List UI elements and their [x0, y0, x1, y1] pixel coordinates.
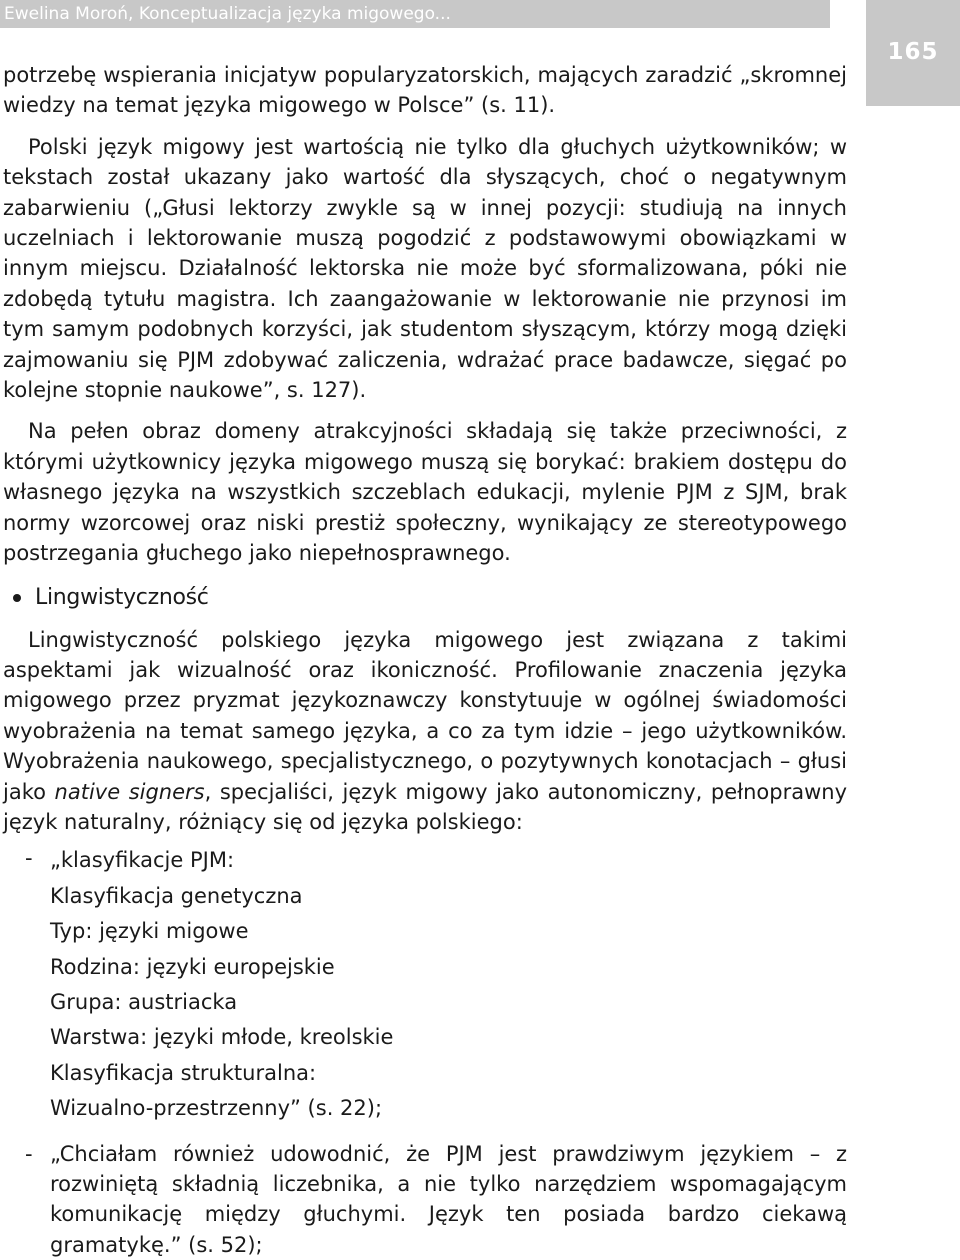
list-item-body	[50, 1139, 847, 1260]
paragraph-continuation: potrzebę wspierania inicjatyw popularyzatorskich, mających zaradzić „skromnej wiedzy na temat języka migowego w Polsce” (s. 11).	[3, 63, 847, 118]
page-body	[3, 60, 847, 1260]
list-dash: -	[25, 1141, 33, 1166]
list-line: „klasyfikacje PJM:	[50, 848, 235, 873]
section-heading-text: Lingwistyczność	[35, 584, 209, 610]
paragraph-linguistics	[3, 625, 847, 838]
list-item	[3, 1139, 847, 1260]
running-head	[0, 0, 830, 28]
paragraph-linguistics-italic: native signers	[54, 779, 205, 804]
page-number: 165	[887, 39, 939, 65]
list-line: Warstwa: języki młode, kreolskie	[50, 1025, 394, 1050]
list-line: Rodzina: języki europejskie	[50, 954, 335, 979]
list-line: Typ: języki migowe	[50, 919, 249, 944]
list-dash: -	[25, 846, 33, 871]
paragraph-linguistics-text-b: , specjaliści, język migowy jako autonomiczny, pełnoprawny język naturalny, różniący się od języka polskiego:	[3, 779, 847, 834]
section-heading	[3, 583, 847, 613]
list-item-body	[50, 843, 847, 1126]
list-quote: „Chciałam również udowodnić, że PJM jest prawdziwym językiem – z rozwiniętą składnią liczebnika, a nie tylko narzędziem wspomagającym komunikację między głuchymi. Język ten posiada bardzo ciekawą gramatykę.” (s. 52);	[50, 1141, 847, 1257]
running-title: Ewelina Moroń, Konceptualizacja języka migowego...	[4, 4, 451, 24]
list-line: Klasyfikacja genetyczna	[50, 883, 303, 908]
paragraph-obstacles: Na pełen obraz domeny atrakcyjności składają się także przeciwności, z którymi użytkownicy języka migowego muszą się borykać: brakiem dostępu do własnego języka na wszystkich szczeblach edukacji, mylenie PJM z SJM, brak normy wzorcowej oraz niski prestiż społeczny, wynikający ze stereotypowego postrzegania głuchego jako niepełnosprawnego.	[3, 419, 847, 566]
page-number-tab	[866, 0, 960, 106]
list-line: Wizualno-przestrzenny” (s. 22);	[50, 1096, 383, 1121]
list-line: Grupa: austriacka	[50, 989, 238, 1014]
list-item	[3, 843, 847, 1126]
paragraph-linguistics-text-a: Lingwistyczność polskiego języka migowego jest związana z takimi aspektami jak wizualność oraz ikoniczność. Profilowanie znaczenia języka migowego przez pryzmat językoznawczy konstytuuje w ogólnej świadomości wyobrażenia na temat samego języka, a co za tym idzie – jego użytkowników. Wyobrażenia naukowego, specjalistycznego, o pozytywnych konotacjach – głusi jako	[3, 627, 847, 804]
quote-list	[3, 843, 847, 1260]
list-line: Klasyfikacja strukturalna:	[50, 1060, 317, 1085]
bullet-icon	[13, 594, 21, 602]
paragraph-value-for-hearing: Polski język migowy jest wartością nie tylko dla głuchych użytkowników; w tekstach został ukazany jako wartość dla słyszących, choć o negatywnym zabarwieniu („Głusi lektorzy zwykle są w innej pozycji: studiują na innych uczelniach i lektorowanie muszą pogodzić z podstawowymi obowiązkami w innym miejscu. Działalność lektorska nie może być sformalizowana, póki nie zdobędą tytułu magistra. Ich zaangażowanie w lektorowanie nie przynosi im tym samym podobnych korzyści, jak studentom słyszącym, którzy mogą dzięki zajmowaniu się PJM zdobywać zaliczenia, wdrażać prace badawcze, sięgać po kolejne stopnie naukowe”, s. 127).	[3, 134, 847, 403]
